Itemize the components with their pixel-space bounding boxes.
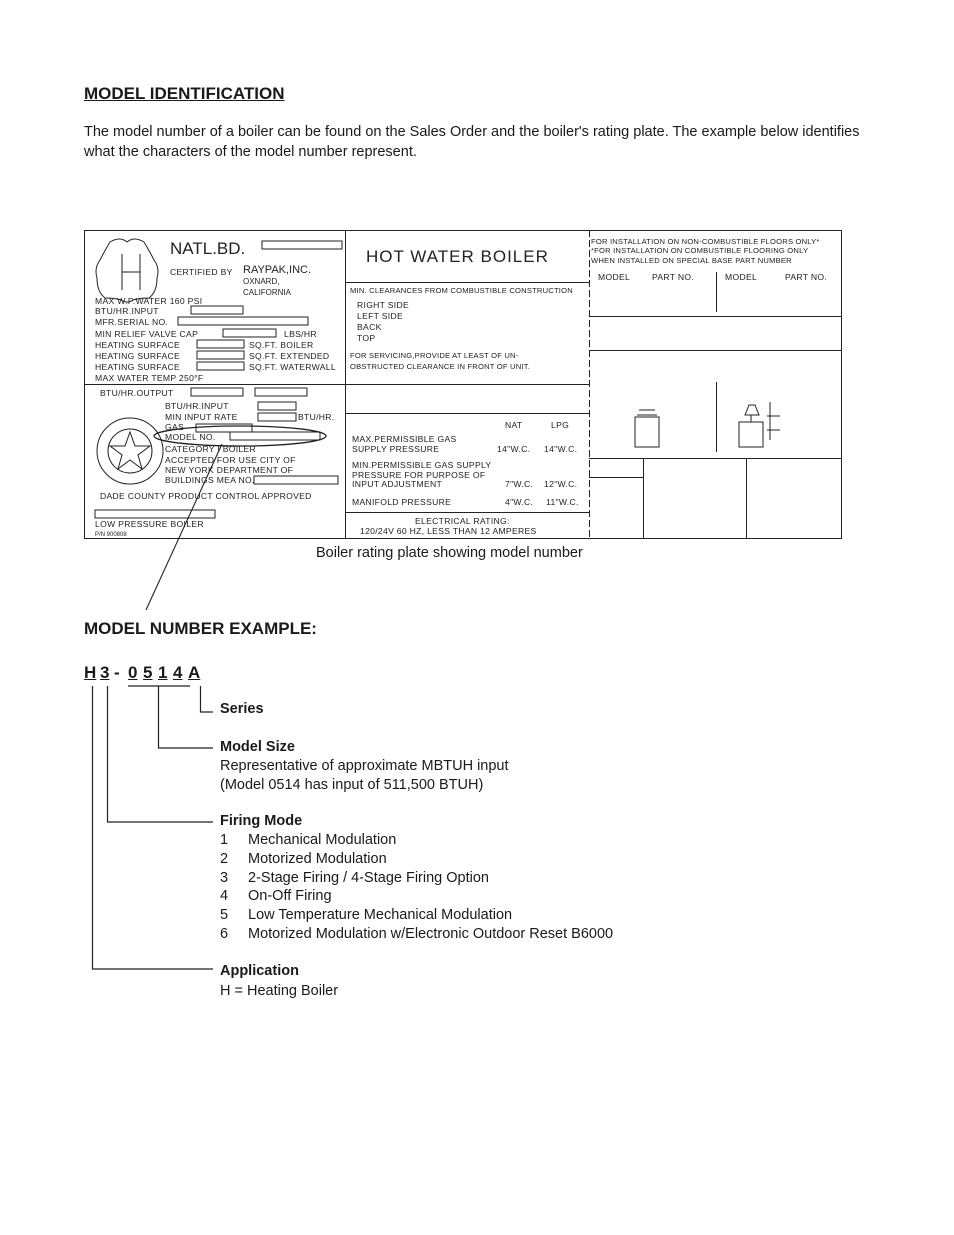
svg-text:MODEL: MODEL	[598, 272, 631, 282]
svg-text:4"W.C.: 4"W.C.	[505, 497, 534, 507]
svg-text:MANIFOLD PRESSURE: MANIFOLD PRESSURE	[352, 497, 452, 507]
svg-text:BTU/HR.: BTU/HR.	[298, 412, 335, 422]
svg-text:LPG: LPG	[551, 420, 570, 430]
svg-text:PART NO.: PART NO.	[652, 272, 695, 282]
svg-text:WHEN INSTALLED ON SPECIAL BASE: WHEN INSTALLED ON SPECIAL BASE PART NUMBER	[591, 256, 792, 265]
svg-text:CALIFORNIA: CALIFORNIA	[243, 288, 292, 297]
svg-text:HEATING SURFACE: HEATING SURFACE	[95, 351, 181, 361]
firing-mode-option: 4 On-Off Firing	[220, 888, 332, 905]
model-char-firing-mode: 3	[100, 663, 110, 682]
firing-mode-option: 5 Low Temperature Mechanical Modulation	[220, 907, 513, 924]
example-heading: MODEL NUMBER EXAMPLE:	[84, 619, 317, 638]
firing-mode-option: 2 Motorized Modulation	[220, 850, 387, 867]
firing-mode-list	[220, 831, 613, 944]
series-label: Series	[220, 701, 264, 717]
svg-text:LEFT SIDE: LEFT SIDE	[357, 311, 404, 321]
model-size-line-1: Representative of approximate MBTUH input	[220, 758, 509, 774]
model-char-series: A	[188, 663, 201, 682]
model-char-size-4: 4	[173, 663, 183, 682]
svg-text:MIN RELIEF VALVE CAP: MIN RELIEF VALVE CAP	[95, 329, 199, 339]
svg-text:LOW PRESSURE BOILER: LOW PRESSURE BOILER	[95, 519, 204, 529]
svg-text:14"W.C.: 14"W.C.	[497, 444, 531, 454]
plate-caption: Boiler rating plate showing model number	[316, 545, 583, 561]
svg-text:BTU/HR.INPUT: BTU/HR.INPUT	[165, 401, 229, 411]
svg-text:SUPPLY PRESSURE: SUPPLY PRESSURE	[352, 444, 440, 454]
svg-text:OXNARD,: OXNARD,	[243, 277, 280, 286]
svg-text:MIN.PERMISSIBLE GAS SUPPLY: MIN.PERMISSIBLE GAS SUPPLY	[352, 460, 492, 470]
model-char-size-2: 5	[143, 663, 153, 682]
svg-text:ELECTRICAL RATING:: ELECTRICAL RATING:	[415, 516, 510, 526]
plate-title: HOT WATER BOILER	[366, 247, 549, 266]
plate-natl: NATL.BD.	[170, 239, 246, 258]
svg-text:SQ.FT. BOILER: SQ.FT. BOILER	[249, 340, 314, 350]
svg-text:MODEL: MODEL	[725, 272, 758, 282]
svg-text:NAT: NAT	[505, 420, 523, 430]
svg-text:BUILDINGS MEA NO.: BUILDINGS MEA NO.	[165, 475, 255, 485]
svg-text:CATEGORY I BOILER: CATEGORY I BOILER	[165, 444, 257, 454]
svg-text:GAS: GAS	[165, 422, 185, 432]
svg-text:P/N 900808: P/N 900808	[95, 532, 127, 538]
model-char-size-3: 1	[158, 663, 168, 682]
svg-text:HEATING SURFACE: HEATING SURFACE	[95, 362, 181, 372]
svg-text:120/24V 60 HZ, LESS THAN 12 AM: 120/24V 60 HZ, LESS THAN 12 AMPERES	[360, 526, 537, 536]
svg-text:CERTIFIED BY: CERTIFIED BY	[170, 267, 233, 277]
svg-text:PART NO.: PART NO.	[785, 272, 828, 282]
page-heading: MODEL IDENTIFICATION	[84, 84, 285, 103]
svg-text:SQ.FT. EXTENDED: SQ.FT. EXTENDED	[249, 351, 330, 361]
svg-text:MAX WATER TEMP 250°F: MAX WATER TEMP 250°F	[95, 373, 204, 383]
svg-text:MIN. CLEARANCES FROM COMBUSTIB: MIN. CLEARANCES FROM COMBUSTIBLE CONSTRUCTION	[350, 286, 573, 295]
firing-mode-option: 3 2-Stage Firing / 4-Stage Firing Option	[220, 869, 489, 886]
svg-text:12"W.C.: 12"W.C.	[544, 479, 578, 489]
firing-mode-option: 6 Motorized Modulation w/Electronic Outdoor Reset B6000	[220, 925, 614, 942]
svg-text:FOR SERVICING,PROVIDE AT LEAST: FOR SERVICING,PROVIDE AT LEAST OF UN-	[350, 351, 519, 360]
svg-text:*FOR INSTALLATION ON COMBUSTIB: *FOR INSTALLATION ON COMBUSTIBLE FLOORING ONLY	[591, 246, 809, 255]
svg-text:MODEL NO.: MODEL NO.	[165, 432, 216, 442]
svg-text:14"W.C.: 14"W.C.	[544, 444, 578, 454]
svg-text:BACK: BACK	[357, 322, 382, 332]
svg-text:RIGHT SIDE: RIGHT SIDE	[357, 300, 410, 310]
svg-text:INPUT ADJUSTMENT: INPUT ADJUSTMENT	[352, 479, 443, 489]
svg-text:BTU/HR.INPUT: BTU/HR.INPUT	[95, 306, 159, 316]
svg-text:7"W.C.: 7"W.C.	[505, 479, 534, 489]
svg-text:MAX.PERMISSIBLE GAS: MAX.PERMISSIBLE GAS	[352, 434, 457, 444]
model-size-label: Model Size	[220, 739, 295, 755]
svg-text:LBS/HR: LBS/HR	[284, 329, 317, 339]
svg-text:MFR.SERIAL NO.: MFR.SERIAL NO.	[95, 317, 169, 327]
intro-paragraph: The model number of a boiler can be found on the Sales Order and the boiler's rating plate. The example below identifies what the characters of the model number represent.	[84, 124, 860, 160]
application-label: Application	[220, 963, 299, 979]
svg-text:ACCEPTED FOR USE CITY OF: ACCEPTED FOR USE CITY OF	[165, 455, 296, 465]
model-char-size-1: 0	[128, 663, 138, 682]
model-char-application: H	[84, 663, 97, 682]
application-line-1: H = Heating Boiler	[220, 983, 339, 999]
svg-text:TOP: TOP	[357, 333, 376, 343]
svg-text:RAYPAK,INC.: RAYPAK,INC.	[243, 264, 312, 276]
svg-text:BTU/HR.OUTPUT: BTU/HR.OUTPUT	[100, 388, 174, 398]
svg-text:11"W.C.: 11"W.C.	[546, 497, 579, 507]
svg-text:OBSTRUCTED CLEARANCE IN FRONT: OBSTRUCTED CLEARANCE IN FRONT OF UNIT.	[350, 362, 531, 371]
svg-text:MAX W.P.WATER 160 PSI: MAX W.P.WATER 160 PSI	[95, 296, 203, 306]
firing-mode-option: 1 Mechanical Modulation	[220, 832, 397, 848]
svg-text:HEATING SURFACE: HEATING SURFACE	[95, 340, 181, 350]
svg-text:DADE COUNTY PRODUCT CONTROL AP: DADE COUNTY PRODUCT CONTROL APPROVED	[100, 491, 312, 501]
svg-text:FOR INSTALLATION ON NON-COMBUS: FOR INSTALLATION ON NON-COMBUSTIBLE FLOORS ONLY*	[591, 237, 820, 246]
model-size-line-2: (Model 0514 has input of 511,500 BTUH)	[220, 777, 484, 793]
svg-text:NEW YORK DEPARTMENT OF: NEW YORK DEPARTMENT OF	[165, 465, 294, 475]
svg-text:SQ.FT. WATERWALL: SQ.FT. WATERWALL	[249, 362, 336, 372]
model-dash: -	[114, 663, 120, 682]
svg-text:MIN INPUT RATE: MIN INPUT RATE	[165, 412, 238, 422]
firing-mode-label: Firing Mode	[220, 813, 303, 829]
svg-text:PRESSURE FOR PURPOSE OF: PRESSURE FOR PURPOSE OF	[352, 470, 486, 480]
